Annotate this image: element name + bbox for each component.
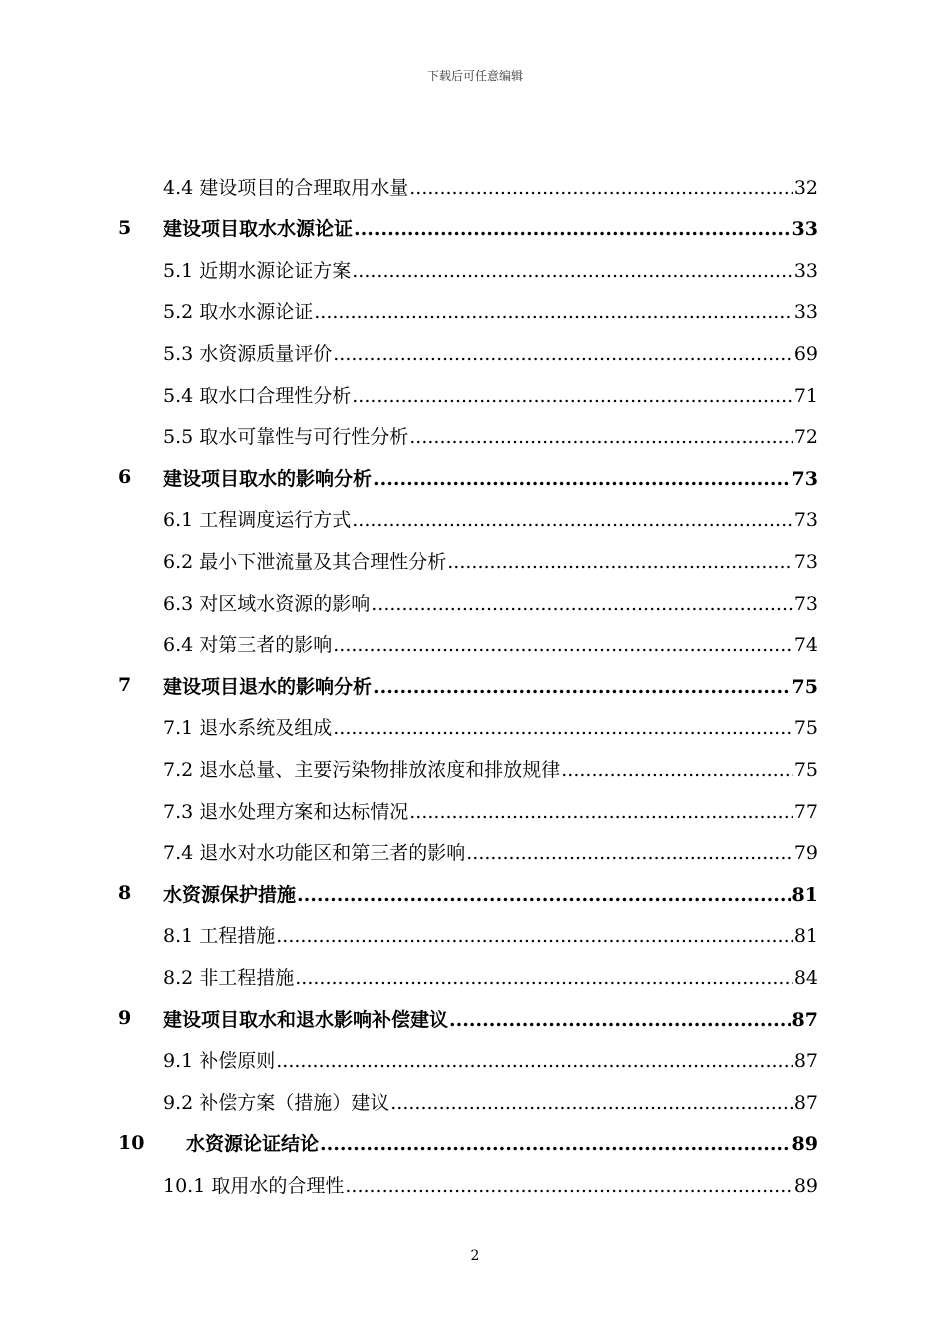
toc-entry-page: 72 bbox=[793, 426, 818, 449]
toc-entry-line bbox=[163, 422, 818, 449]
toc-dot-leader bbox=[371, 593, 793, 615]
toc-entry-page: 33 bbox=[793, 301, 818, 324]
toc-chapter-number: 8 bbox=[118, 882, 132, 905]
toc-section-entry[interactable] bbox=[0, 166, 950, 206]
toc-entry-page: 69 bbox=[793, 342, 818, 365]
toc-entry-page: 33 bbox=[791, 218, 818, 241]
toc-entry-line bbox=[163, 173, 818, 200]
toc-entry-title: 7.3 退水处理方案和达标情况 bbox=[163, 800, 409, 823]
toc-dot-leader bbox=[449, 1009, 791, 1031]
toc-dot-leader bbox=[354, 218, 791, 240]
toc-entry-page: 33 bbox=[793, 259, 818, 282]
toc-entry-page: 73 bbox=[793, 592, 818, 615]
toc-entry-page: 84 bbox=[793, 966, 818, 989]
toc-dot-leader bbox=[447, 551, 793, 573]
toc-chapter-entry[interactable] bbox=[0, 457, 950, 497]
toc-entry-line bbox=[163, 297, 818, 324]
toc-entry-page: 32 bbox=[793, 176, 818, 199]
toc-section-entry[interactable] bbox=[0, 291, 950, 331]
toc-dot-leader bbox=[409, 177, 793, 199]
toc-section-entry[interactable] bbox=[0, 956, 950, 996]
toc-entry-title: 6.4 对第三者的影响 bbox=[163, 634, 333, 657]
toc-dot-leader bbox=[561, 759, 793, 781]
toc-entry-title: 建设项目取水和退水影响补偿建议 bbox=[163, 1008, 449, 1031]
toc-entry-title: 水资源保护措施 bbox=[163, 883, 297, 906]
toc-entry-title: 6.2 最小下泄流量及其合理性分析 bbox=[163, 550, 447, 573]
toc-dot-leader bbox=[297, 884, 791, 906]
toc-entry-page: 75 bbox=[791, 675, 818, 698]
toc-entry-page: 89 bbox=[791, 1133, 818, 1156]
toc-section-entry[interactable] bbox=[0, 748, 950, 788]
page-number: 2 bbox=[470, 1248, 480, 1264]
toc-entry-line bbox=[163, 256, 818, 283]
toc-dot-leader bbox=[390, 1092, 793, 1114]
toc-entry-title: 5.4 取水口合理性分析 bbox=[163, 384, 352, 407]
toc-entry-page: 81 bbox=[793, 925, 818, 948]
toc-section-entry[interactable] bbox=[0, 915, 950, 955]
toc-entry-line bbox=[163, 505, 818, 532]
toc-section-entry[interactable] bbox=[0, 499, 950, 539]
toc-entry-page: 74 bbox=[793, 634, 818, 657]
toc-entry-line bbox=[163, 838, 818, 865]
toc-entry-page: 71 bbox=[793, 384, 818, 407]
toc-entry-line bbox=[163, 214, 818, 241]
toc-dot-leader bbox=[352, 385, 793, 407]
toc-entry-page: 73 bbox=[793, 550, 818, 573]
toc-entry-page: 87 bbox=[791, 1008, 818, 1031]
toc-dot-leader bbox=[409, 801, 793, 823]
toc-entry-line bbox=[163, 630, 818, 657]
toc-chapter-entry[interactable] bbox=[0, 208, 950, 248]
toc-dot-leader bbox=[314, 301, 793, 323]
toc-chapter-entry[interactable] bbox=[0, 998, 950, 1038]
toc-entry-line bbox=[163, 1005, 818, 1032]
toc-entry-page: 75 bbox=[793, 758, 818, 781]
toc-entry-line bbox=[163, 339, 818, 366]
toc-entry-title: 建设项目退水的影响分析 bbox=[163, 675, 373, 698]
toc-entry-page: 73 bbox=[793, 509, 818, 532]
toc-section-entry[interactable] bbox=[0, 332, 950, 372]
toc-chapter-number: 7 bbox=[118, 674, 132, 697]
toc-chapter-entry[interactable] bbox=[0, 873, 950, 913]
toc-entry-title: 5.1 近期水源论证方案 bbox=[163, 259, 352, 282]
toc-entry-title: 8.1 工程措施 bbox=[163, 925, 276, 948]
toc-dot-leader bbox=[276, 925, 793, 947]
toc-section-entry[interactable] bbox=[0, 624, 950, 664]
toc-entry-title: 建设项目取水的影响分析 bbox=[163, 467, 373, 490]
toc-section-entry[interactable] bbox=[0, 832, 950, 872]
toc-chapter-entry[interactable] bbox=[0, 1123, 950, 1163]
toc-entry-line bbox=[163, 672, 818, 699]
toc-chapter-entry[interactable] bbox=[0, 665, 950, 705]
toc-entry-line bbox=[163, 381, 818, 408]
toc-section-entry[interactable] bbox=[0, 374, 950, 414]
toc-dot-leader bbox=[373, 676, 791, 698]
toc-section-entry[interactable] bbox=[0, 790, 950, 830]
toc-dot-leader bbox=[295, 967, 793, 989]
toc-dot-leader bbox=[333, 717, 793, 739]
toc-entry-page: 89 bbox=[793, 1174, 818, 1197]
toc-entry-title: 5.3 水资源质量评价 bbox=[163, 342, 333, 365]
toc-entry-line bbox=[186, 1129, 818, 1156]
toc-entry-title: 5.2 取水水源论证 bbox=[163, 301, 314, 324]
toc-entry-line bbox=[163, 1088, 818, 1115]
toc-dot-leader bbox=[333, 343, 793, 365]
toc-chapter-number: 6 bbox=[118, 466, 132, 489]
toc-entry-title: 6.1 工程调度运行方式 bbox=[163, 509, 352, 532]
toc-chapter-number: 9 bbox=[118, 1007, 132, 1029]
toc-entry-page: 77 bbox=[793, 800, 818, 823]
toc-section-entry[interactable] bbox=[0, 1040, 950, 1080]
toc-dot-leader bbox=[409, 426, 793, 448]
toc-section-entry[interactable] bbox=[0, 1081, 950, 1121]
toc-entry-title: 6.3 对区域水资源的影响 bbox=[163, 592, 371, 615]
toc-entry-line bbox=[163, 797, 818, 824]
toc-entry-title: 7.4 退水对水功能区和第三者的影响 bbox=[163, 842, 466, 865]
toc-entry-title: 10.1 取用水的合理性 bbox=[163, 1174, 345, 1197]
toc-entry-title: 5.5 取水可靠性与可行性分析 bbox=[163, 426, 409, 449]
toc-entry-page: 87 bbox=[793, 1050, 818, 1073]
toc-dot-leader bbox=[320, 1133, 791, 1155]
toc-chapter-number: 10 bbox=[118, 1131, 145, 1154]
toc-entry-title: 8.2 非工程措施 bbox=[163, 966, 295, 989]
toc-entry-line bbox=[163, 921, 818, 948]
toc-section-entry[interactable] bbox=[0, 540, 950, 580]
toc-dot-leader bbox=[345, 1175, 792, 1197]
toc-section-entry[interactable] bbox=[0, 582, 950, 622]
toc-entry-line bbox=[163, 1046, 818, 1073]
toc-entry-page: 75 bbox=[793, 717, 818, 740]
toc-entry-title: 建设项目取水水源论证 bbox=[163, 218, 354, 241]
toc-entry-title: 水资源论证结论 bbox=[186, 1133, 320, 1156]
toc-dot-leader bbox=[276, 1050, 793, 1072]
toc-entry-title: 4.4 建设项目的合理取用水量 bbox=[163, 176, 409, 199]
toc-dot-leader bbox=[352, 260, 793, 282]
toc-entry-page: 73 bbox=[791, 467, 818, 490]
toc-entry-line bbox=[163, 713, 818, 740]
toc-entry-title: 7.1 退水系统及组成 bbox=[163, 717, 333, 740]
toc-entry-page: 81 bbox=[791, 883, 818, 906]
toc-section-entry[interactable] bbox=[0, 249, 950, 289]
toc-dot-leader bbox=[352, 509, 793, 531]
toc-entry-title: 7.2 退水总量、主要污染物排放浓度和排放规律 bbox=[163, 758, 561, 781]
toc-entry-line bbox=[163, 1171, 818, 1198]
toc-entry-line bbox=[163, 963, 818, 990]
toc-entry-title: 9.2 补偿方案（措施）建议 bbox=[163, 1091, 390, 1114]
toc-dot-leader bbox=[333, 634, 793, 656]
toc-dot-leader bbox=[466, 842, 793, 864]
toc-entry-line bbox=[163, 464, 818, 491]
toc-entry-page: 79 bbox=[793, 842, 818, 865]
toc-entry-page: 87 bbox=[793, 1091, 818, 1114]
toc-entry-title: 9.1 补偿原则 bbox=[163, 1050, 276, 1073]
toc-section-entry[interactable] bbox=[0, 1164, 950, 1204]
toc-entry-line bbox=[163, 755, 818, 782]
toc-section-entry[interactable] bbox=[0, 707, 950, 747]
toc-entry-line bbox=[163, 589, 818, 616]
toc-entry-line bbox=[163, 547, 818, 574]
toc-dot-leader bbox=[373, 468, 791, 490]
toc-section-entry[interactable] bbox=[0, 416, 950, 456]
toc-chapter-number: 5 bbox=[118, 216, 132, 239]
page-header-note: 下载后可任意编辑 bbox=[426, 69, 523, 83]
toc-entry-line bbox=[163, 880, 818, 907]
